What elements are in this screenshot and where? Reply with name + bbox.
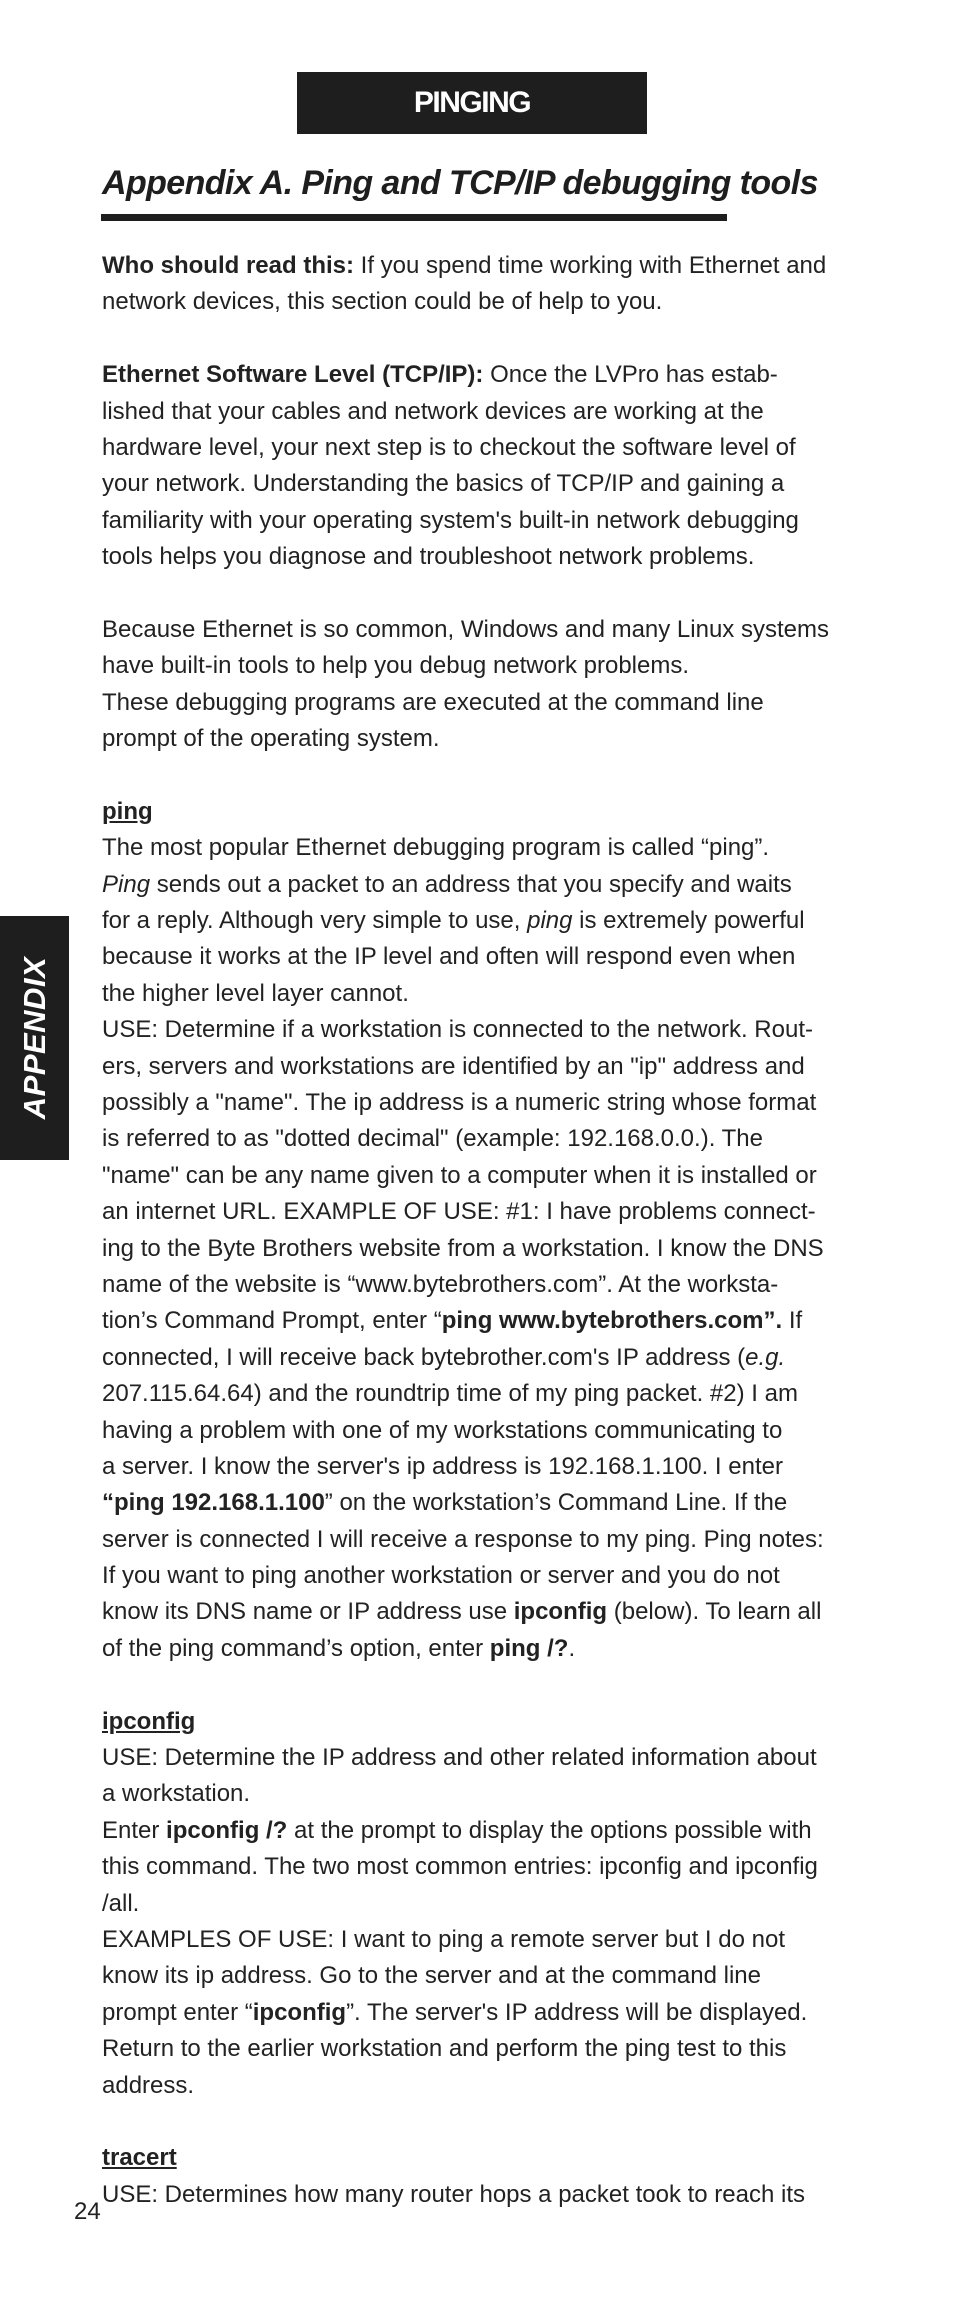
text-segment: ipconfig xyxy=(513,1598,608,1626)
text-line xyxy=(102,1303,862,1339)
side-tab xyxy=(0,916,69,1160)
text-segment: If xyxy=(782,1307,803,1335)
text-line xyxy=(102,1594,862,1630)
text-line: 207.115.64.64) and the roundtrip time of my ping packet. #2) I am xyxy=(102,1380,798,1408)
paragraph-gap xyxy=(102,576,862,612)
text-line xyxy=(102,1631,862,1667)
text-line: hardware level, your next step is to checkout the software level of xyxy=(102,433,796,461)
text-line: have built-in tools to help you debug network problems. xyxy=(102,652,690,680)
text-line: The most popular Ethernet debugging program is called “ping”. xyxy=(102,834,770,862)
ethernet-label: Ethernet Software Level (TCP/IP): xyxy=(102,361,484,389)
text-line: prompt of the operating system. xyxy=(102,725,440,753)
tracert-heading: tracert xyxy=(102,2144,177,2172)
text-segment: Enter xyxy=(102,1816,167,1844)
text-segment: . xyxy=(568,1634,576,1662)
ipconfig-heading: ipconfig xyxy=(102,1707,196,1735)
text-segment: (below). To learn all xyxy=(607,1598,822,1626)
text-line xyxy=(102,903,862,939)
text-line: These debugging programs are executed at the command line xyxy=(102,688,764,716)
text-segment: ipconfig xyxy=(252,1998,347,2026)
ping-heading: ping xyxy=(102,797,153,825)
text-line: If you want to ping another workstation or server and you do not xyxy=(102,1562,780,1590)
text-line xyxy=(102,1340,862,1376)
text-segment: connected, I will receive back bytebrother.com's IP address ( xyxy=(102,1343,746,1371)
section-header-label: PINGING xyxy=(413,86,531,119)
text-segment: for a reply. Although very simple to use, xyxy=(102,907,528,935)
title-underline xyxy=(101,214,727,221)
text-segment: at the prompt to display the options possible with xyxy=(287,1816,812,1844)
text-line: address. xyxy=(102,2071,195,2099)
text-line: /all. xyxy=(102,1889,140,1917)
text-line: Because Ethernet is so common, Windows and many Linux systems xyxy=(102,615,829,643)
text-line: an internet URL. EXAMPLE OF USE: #1: I have problems connect- xyxy=(102,1198,816,1226)
text-segment: If you spend time working with Ethernet and xyxy=(354,252,827,279)
section-header xyxy=(297,72,647,134)
side-tab-label: APPENDIX xyxy=(16,956,52,1120)
text-line: USE: Determines how many router hops a packet took to reach its xyxy=(102,2180,805,2208)
text-segment: is extremely powerful xyxy=(572,907,805,935)
text-line: ers, servers and workstations are identified by an "ip" address and xyxy=(102,1052,805,1080)
text-line: name of the website is “www.bytebrothers.com”. At the worksta- xyxy=(102,1270,779,1298)
paragraph-gap xyxy=(102,1667,862,1703)
text-segment: know its DNS name or IP address use xyxy=(102,1598,514,1626)
text-line xyxy=(102,1813,862,1849)
who-label: Who should read this: xyxy=(102,252,354,279)
text-line: a workstation. xyxy=(102,1780,251,1808)
text-segment: of the ping command’s option, enter xyxy=(102,1634,490,1662)
text-line xyxy=(102,867,862,903)
paragraph-gap xyxy=(102,321,862,357)
text-line: lished that your cables and network devices are working at the xyxy=(102,397,764,425)
paragraph-gap xyxy=(102,2104,862,2140)
page-number: 24 xyxy=(74,2198,101,2225)
intro-who-line xyxy=(102,248,862,284)
text-segment: prompt enter “ xyxy=(102,1998,253,2026)
text-line: having a problem with one of my workstations communicating to xyxy=(102,1416,783,1444)
text-line: ing to the Byte Brothers website from a workstation. I know the DNS xyxy=(102,1234,824,1262)
text-segment: ” on the workstation’s Command Line. If the xyxy=(324,1489,788,1517)
text-line: know its ip address. Go to the server and at the command line xyxy=(102,1962,762,1990)
text-line xyxy=(102,1995,862,2031)
text-line: server is connected I will receive a response to my ping. Ping notes: xyxy=(102,1525,824,1553)
text-segment: ”. The server's IP address will be displayed. xyxy=(346,1998,808,2026)
text-segment: Once the LVPro has estab- xyxy=(483,361,778,389)
text-segment: tion’s Command Prompt, enter “ xyxy=(102,1307,442,1335)
text-line xyxy=(102,1485,862,1521)
text-line: network devices, this section could be of help to you. xyxy=(102,288,663,316)
body-text xyxy=(102,248,862,2213)
text-line: possibly a "name". The ip address is a numeric string whose format xyxy=(102,1088,817,1116)
text-segment: sends out a packet to an address that you specify and waits xyxy=(150,870,792,898)
text-line: tools helps you diagnose and troubleshoot network problems. xyxy=(102,543,755,571)
text-line: your network. Understanding the basics of TCP/IP and gaining a xyxy=(102,470,785,498)
text-segment: “ping 192.168.1.100 xyxy=(102,1489,325,1517)
text-segment: ipconfig /? xyxy=(166,1816,288,1844)
text-segment: ping /? xyxy=(489,1634,569,1662)
text-line: Return to the earlier workstation and perform the ping test to this xyxy=(102,2035,787,2063)
text-segment: ping www.bytebrothers.com”. xyxy=(441,1307,783,1335)
intro-ethernet-line xyxy=(102,357,862,393)
paragraph-gap xyxy=(102,757,862,793)
text-line: USE: Determine the IP address and other related information about xyxy=(102,1744,817,1772)
text-segment: Ping xyxy=(102,870,151,898)
text-line: USE: Determine if a workstation is connected to the network. Rout- xyxy=(102,1016,813,1044)
text-line: because it works at the IP level and often will respond even when xyxy=(102,943,796,971)
text-line: "name" can be any name given to a computer when it is installed or xyxy=(102,1161,817,1189)
text-line: the higher level layer cannot. xyxy=(102,979,409,1007)
text-line: this command. The two most common entries: ipconfig and ipconfig xyxy=(102,1853,818,1881)
text-line: is referred to as "dotted decimal" (example: 192.168.0.0.). The xyxy=(102,1125,763,1153)
text-line: familiarity with your operating system's built-in network debugging xyxy=(102,506,799,534)
text-line: EXAMPLES OF USE: I want to ping a remote server but I do not xyxy=(102,1925,785,1953)
text-segment: ping xyxy=(527,907,573,935)
page-title: Appendix A. Ping and TCP/IP debugging tools xyxy=(102,164,818,202)
text-segment: e.g. xyxy=(745,1343,786,1371)
text-line: a server. I know the server's ip address is 192.168.1.100. I enter xyxy=(102,1452,783,1480)
